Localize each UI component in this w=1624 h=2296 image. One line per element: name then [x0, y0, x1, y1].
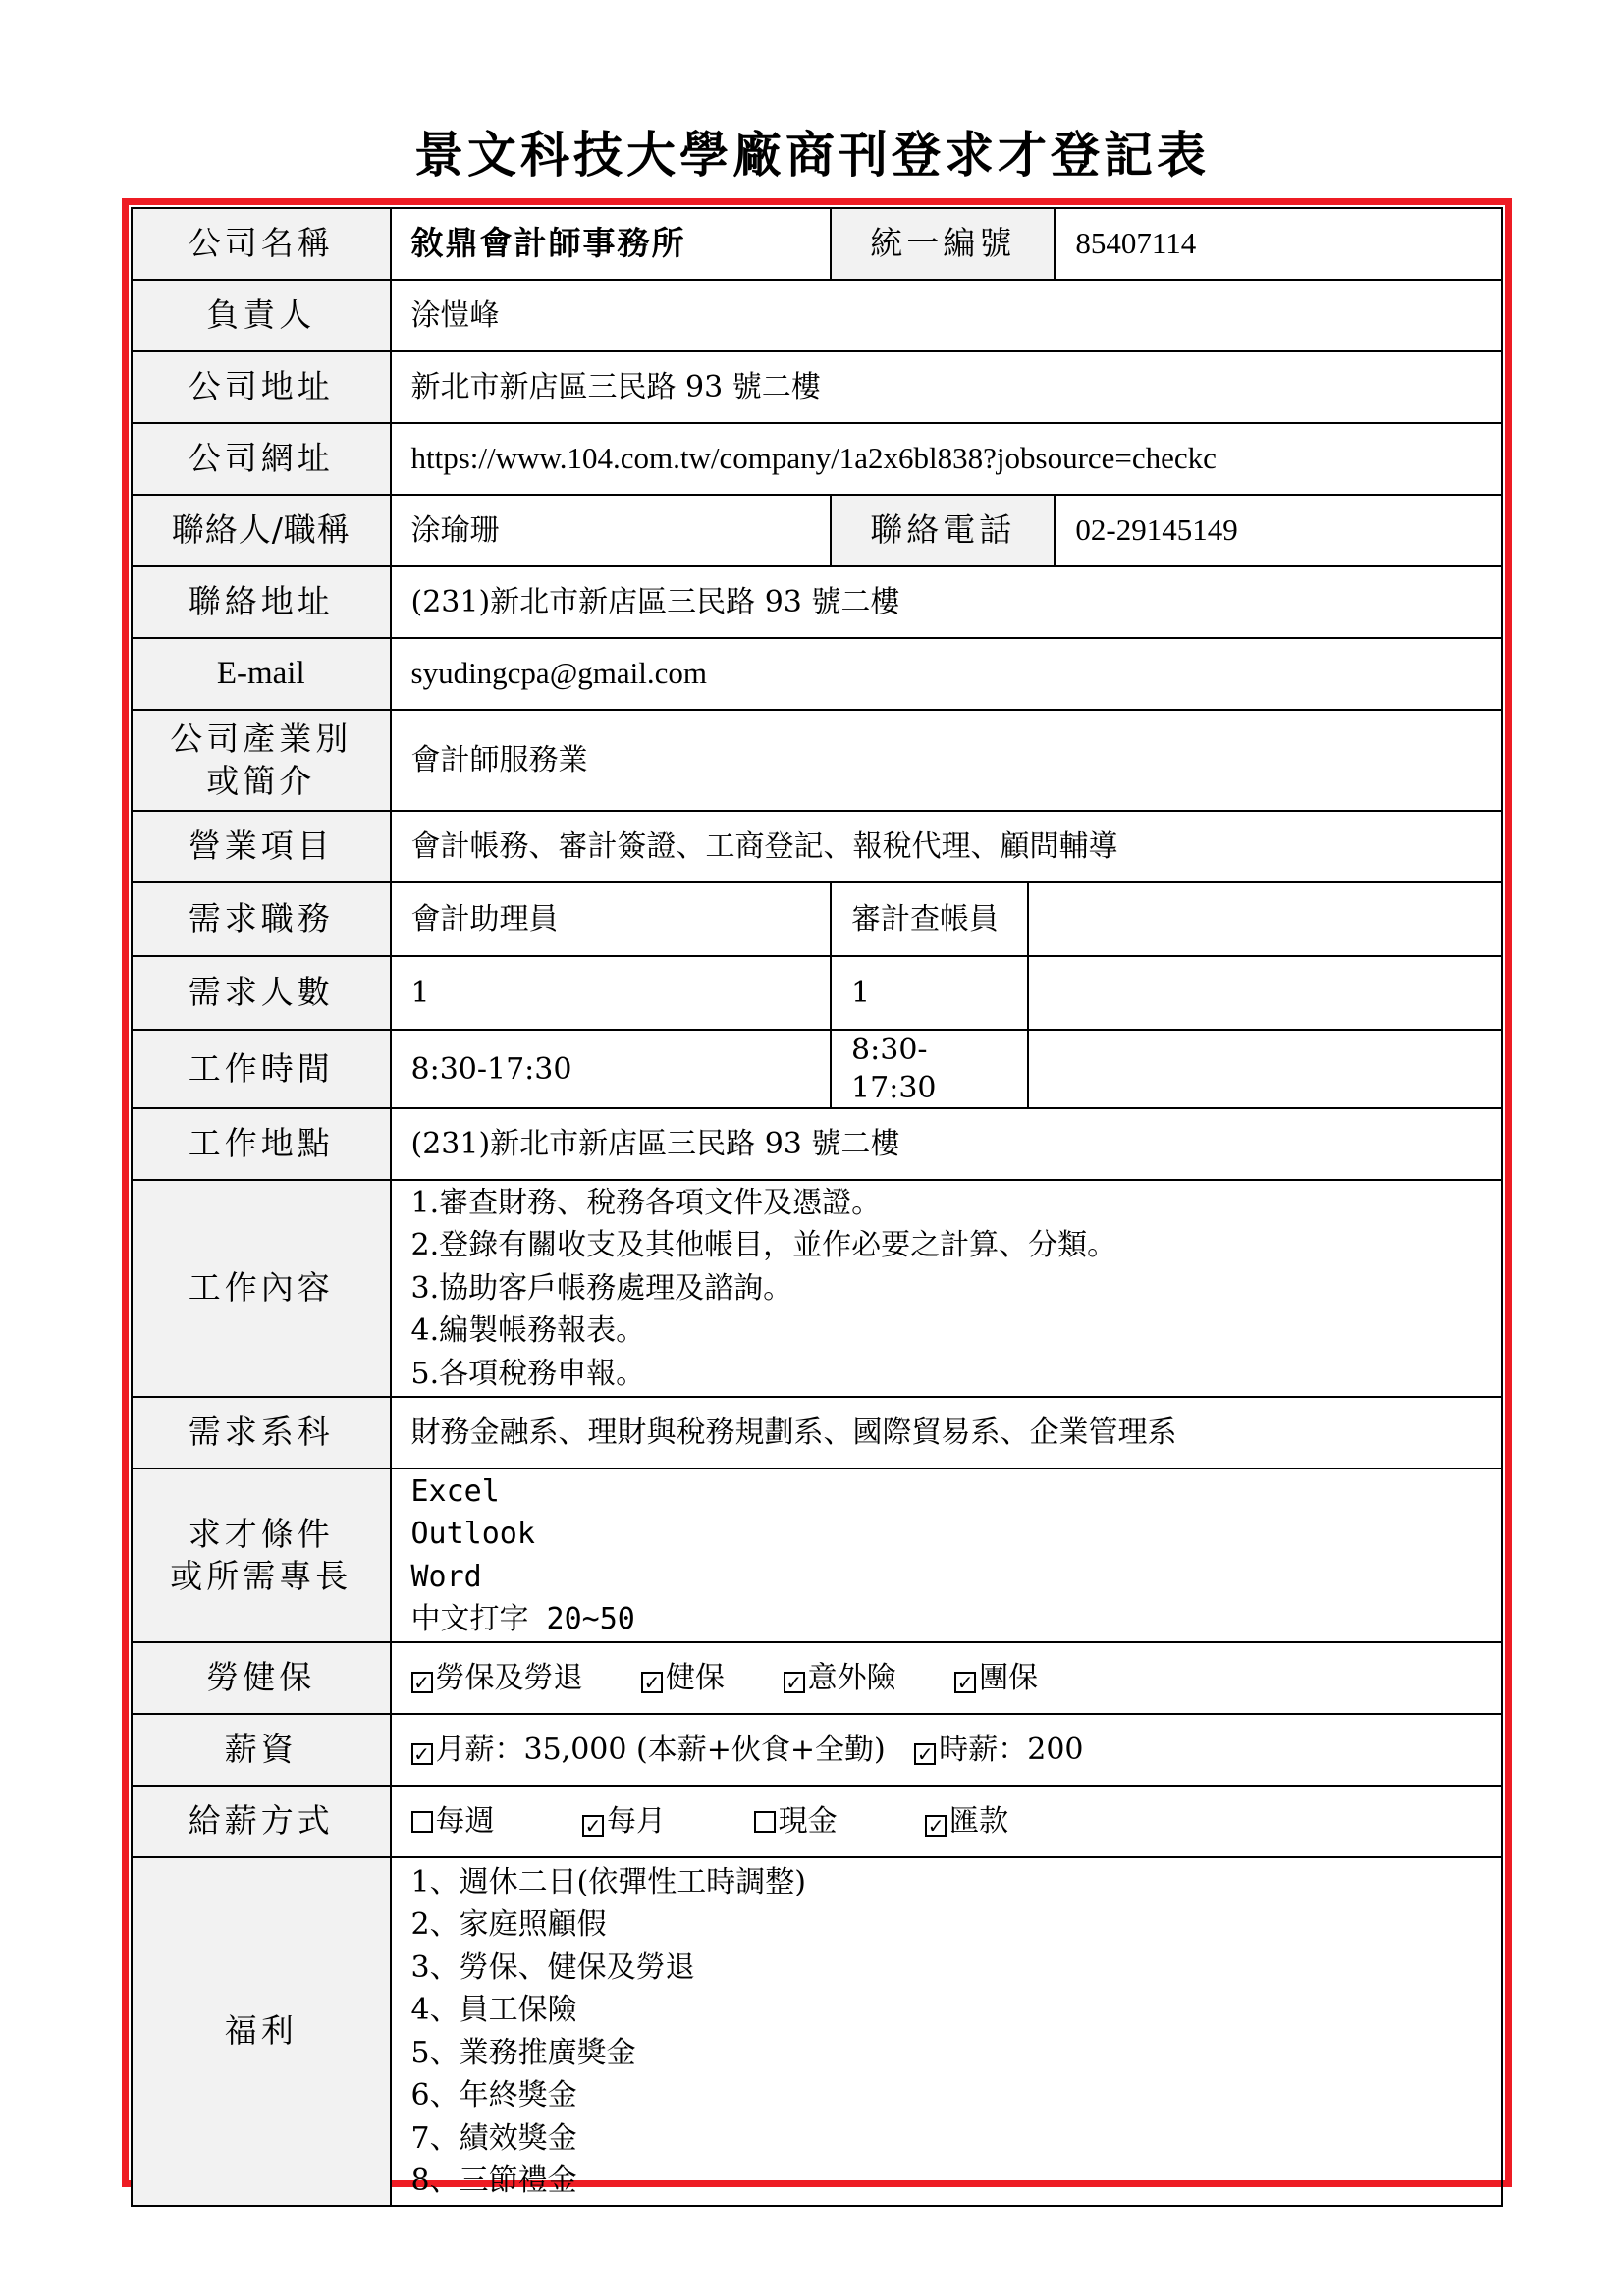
owner-label: 負責人 [132, 280, 391, 351]
benefit-item: 7、績效獎金 [410, 2120, 577, 2156]
benefits-list [391, 1857, 1503, 2206]
pay-method-option[interactable] [582, 1804, 666, 1839]
requirement-item: Word [410, 1559, 482, 1594]
checkbox-icon[interactable]: ✓ [411, 1672, 433, 1693]
salary-options [391, 1714, 1503, 1786]
requirement-item: Excel [410, 1473, 500, 1509]
row-positions [132, 882, 1502, 956]
email-label: E-mail [132, 638, 391, 710]
pay-method-option[interactable] [754, 1804, 838, 1839]
insurance-option-label: 團保 [979, 1661, 1039, 1695]
hours-3 [1028, 1031, 1501, 1107]
salary-monthly-option[interactable] [411, 1733, 886, 1767]
checkbox-icon[interactable]: ✓ [954, 1672, 976, 1693]
hours-subtable [832, 1031, 1501, 1107]
duty-item: 4.編製帳務報表。 [410, 1313, 646, 1349]
insurance-label: 勞健保 [132, 1642, 391, 1714]
positions-subtable [832, 883, 1501, 955]
row-benefits [132, 1857, 1502, 2206]
hours-2: 8:30-17:30 [832, 1031, 1028, 1107]
duty-item: 5.各項稅務申報。 [410, 1356, 646, 1391]
positions-split [831, 882, 1502, 956]
company-name-value: 敘鼎會計師事務所 [391, 208, 832, 280]
salary-monthly-label: 月薪：35,000 (本薪+伙食+全勤) [435, 1733, 886, 1767]
insurance-option[interactable] [954, 1661, 1038, 1695]
salary-label: 薪資 [132, 1714, 391, 1786]
benefit-item: 8、三節禮金 [410, 2163, 577, 2198]
benefit-item: 2、家庭照顧假 [410, 1907, 607, 1942]
benefit-item: 4、員工保險 [410, 1993, 577, 2027]
position-2: 審計查帳員 [832, 883, 1028, 955]
form-frame [122, 198, 1512, 2198]
duty-item: 1.審查財務、稅務各項文件及憑證。 [410, 1185, 882, 1220]
row-website [132, 423, 1502, 495]
duties-label: 工作內容 [132, 1180, 391, 1397]
industry-label-line1: 公司產業別 [170, 719, 352, 758]
pay-method-option-label: 匯款 [949, 1804, 1009, 1839]
row-hours [132, 1030, 1502, 1108]
count-3 [1028, 957, 1501, 1029]
count-1: 1 [391, 956, 832, 1030]
counts-label: 需求人數 [132, 956, 391, 1030]
checkbox-icon[interactable] [411, 1811, 433, 1833]
checkbox-icon[interactable]: ✓ [914, 1743, 936, 1765]
company-address-value: 新北市新店區三民路 93 號二樓 [391, 351, 1503, 423]
benefit-item: 6、年終獎金 [410, 2078, 577, 2112]
pay-method-option-label: 每週 [435, 1804, 495, 1839]
hours-1: 8:30-17:30 [391, 1030, 832, 1108]
checkbox-icon[interactable]: ✓ [784, 1672, 805, 1693]
pay-method-option-label: 現金 [778, 1804, 838, 1839]
business-value: 會計帳務、審計簽證、工商登記、報稅代理、顧問輔導 [391, 811, 1503, 882]
row-salary [132, 1714, 1502, 1786]
row-pay-method [132, 1786, 1502, 1857]
row-insurance [132, 1642, 1502, 1714]
insurance-option[interactable] [411, 1661, 583, 1695]
checkbox-icon[interactable]: ✓ [411, 1743, 433, 1765]
checkbox-icon[interactable]: ✓ [641, 1672, 663, 1693]
salary-hourly-label: 時薪：200 [939, 1733, 1084, 1767]
pay-method-option[interactable] [411, 1804, 495, 1839]
row-industry [132, 710, 1502, 811]
industry-value: 會計師服務業 [391, 710, 1503, 811]
requirements-label-line1: 求才條件 [188, 1514, 334, 1553]
checkbox-icon[interactable]: ✓ [582, 1815, 604, 1837]
row-requirements [132, 1468, 1502, 1642]
insurance-option-label: 健保 [666, 1661, 726, 1695]
pay-method-options [391, 1786, 1503, 1857]
checkbox-icon[interactable] [754, 1811, 776, 1833]
duties-list [391, 1180, 1503, 1397]
company-address-label: 公司地址 [132, 351, 391, 423]
tax-id-value: 85407114 [1055, 208, 1502, 280]
benefit-item: 5、業務推廣獎金 [410, 2035, 636, 2070]
pay-method-label: 給薪方式 [132, 1786, 391, 1857]
row-company-name [132, 208, 1502, 280]
owner-value: 涂愷峰 [391, 280, 1503, 351]
count-2: 1 [832, 957, 1028, 1029]
requirements-label [132, 1468, 391, 1642]
insurance-options [391, 1642, 1503, 1714]
hours-split [831, 1030, 1502, 1108]
departments-value: 財務金融系、理財與稅務規劃系、國際貿易系、企業管理系 [391, 1397, 1503, 1468]
row-contact-address [132, 566, 1502, 638]
page-title: 景文科技大學廠商刊登求才登記表 [414, 126, 1210, 184]
insurance-option-label: 意外險 [807, 1661, 896, 1695]
row-departments [132, 1397, 1502, 1468]
row-contact [132, 495, 1502, 566]
row-company-address [132, 351, 1502, 423]
departments-label: 需求系科 [132, 1397, 391, 1468]
insurance-option[interactable] [784, 1661, 896, 1695]
row-business [132, 811, 1502, 882]
contact-address-value: (231)新北市新店區三民路 93 號二樓 [391, 566, 1503, 638]
business-label: 營業項目 [132, 811, 391, 882]
website-label: 公司網址 [132, 423, 391, 495]
duty-item: 2.登錄有關收支及其他帳目，並作必要之計算、分類。 [410, 1228, 1117, 1263]
insurance-option[interactable] [641, 1661, 725, 1695]
positions-label: 需求職務 [132, 882, 391, 956]
location-value: (231)新北市新店區三民路 93 號二樓 [391, 1108, 1503, 1180]
row-email [132, 638, 1502, 710]
position-3 [1028, 883, 1501, 955]
industry-label-line2: 或簡介 [206, 761, 316, 800]
insurance-option-label: 勞保及勞退 [435, 1661, 583, 1695]
salary-hourly-option[interactable] [914, 1733, 1083, 1767]
contact-person-label: 聯絡人/職稱 [132, 495, 391, 566]
tax-id-label: 統一編號 [831, 208, 1055, 280]
counts-split [831, 956, 1502, 1030]
hours-label: 工作時間 [132, 1030, 391, 1108]
industry-label [132, 710, 391, 811]
row-owner [132, 280, 1502, 351]
location-label: 工作地點 [132, 1108, 391, 1180]
company-name-label: 公司名稱 [132, 208, 391, 280]
row-counts [132, 956, 1502, 1030]
website-value: https://www.104.com.tw/company/1a2x6bl838?jobsource=checkc [391, 423, 1503, 495]
contact-phone-label: 聯絡電話 [831, 495, 1055, 566]
requirement-item: 中文打字 20~50 [410, 1602, 635, 1636]
contact-address-label: 聯絡地址 [132, 566, 391, 638]
contact-person-value: 涂瑜珊 [391, 495, 832, 566]
duty-item: 3.協助客戶帳務處理及諮詢。 [410, 1270, 793, 1306]
counts-subtable [832, 957, 1501, 1029]
row-location [132, 1108, 1502, 1180]
pay-method-option[interactable] [925, 1804, 1008, 1839]
pay-method-option-label: 每月 [607, 1804, 667, 1839]
position-1: 會計助理員 [391, 882, 832, 956]
email-value: syudingcpa@gmail.com [391, 638, 1503, 710]
benefit-item: 1、週休二日(依彈性工時調整) [410, 1864, 806, 1899]
requirements-label-line2: 或所需專長 [170, 1556, 352, 1595]
job-posting-form [131, 207, 1503, 2207]
checkbox-icon[interactable]: ✓ [925, 1815, 947, 1837]
benefit-item: 3、勞保、健保及勞退 [410, 1949, 695, 1985]
requirement-item: Outlook [410, 1517, 535, 1551]
row-duties [132, 1180, 1502, 1397]
benefits-label: 福利 [132, 1857, 391, 2206]
requirements-list [391, 1468, 1503, 1642]
contact-phone-value: 02-29145149 [1055, 495, 1502, 566]
